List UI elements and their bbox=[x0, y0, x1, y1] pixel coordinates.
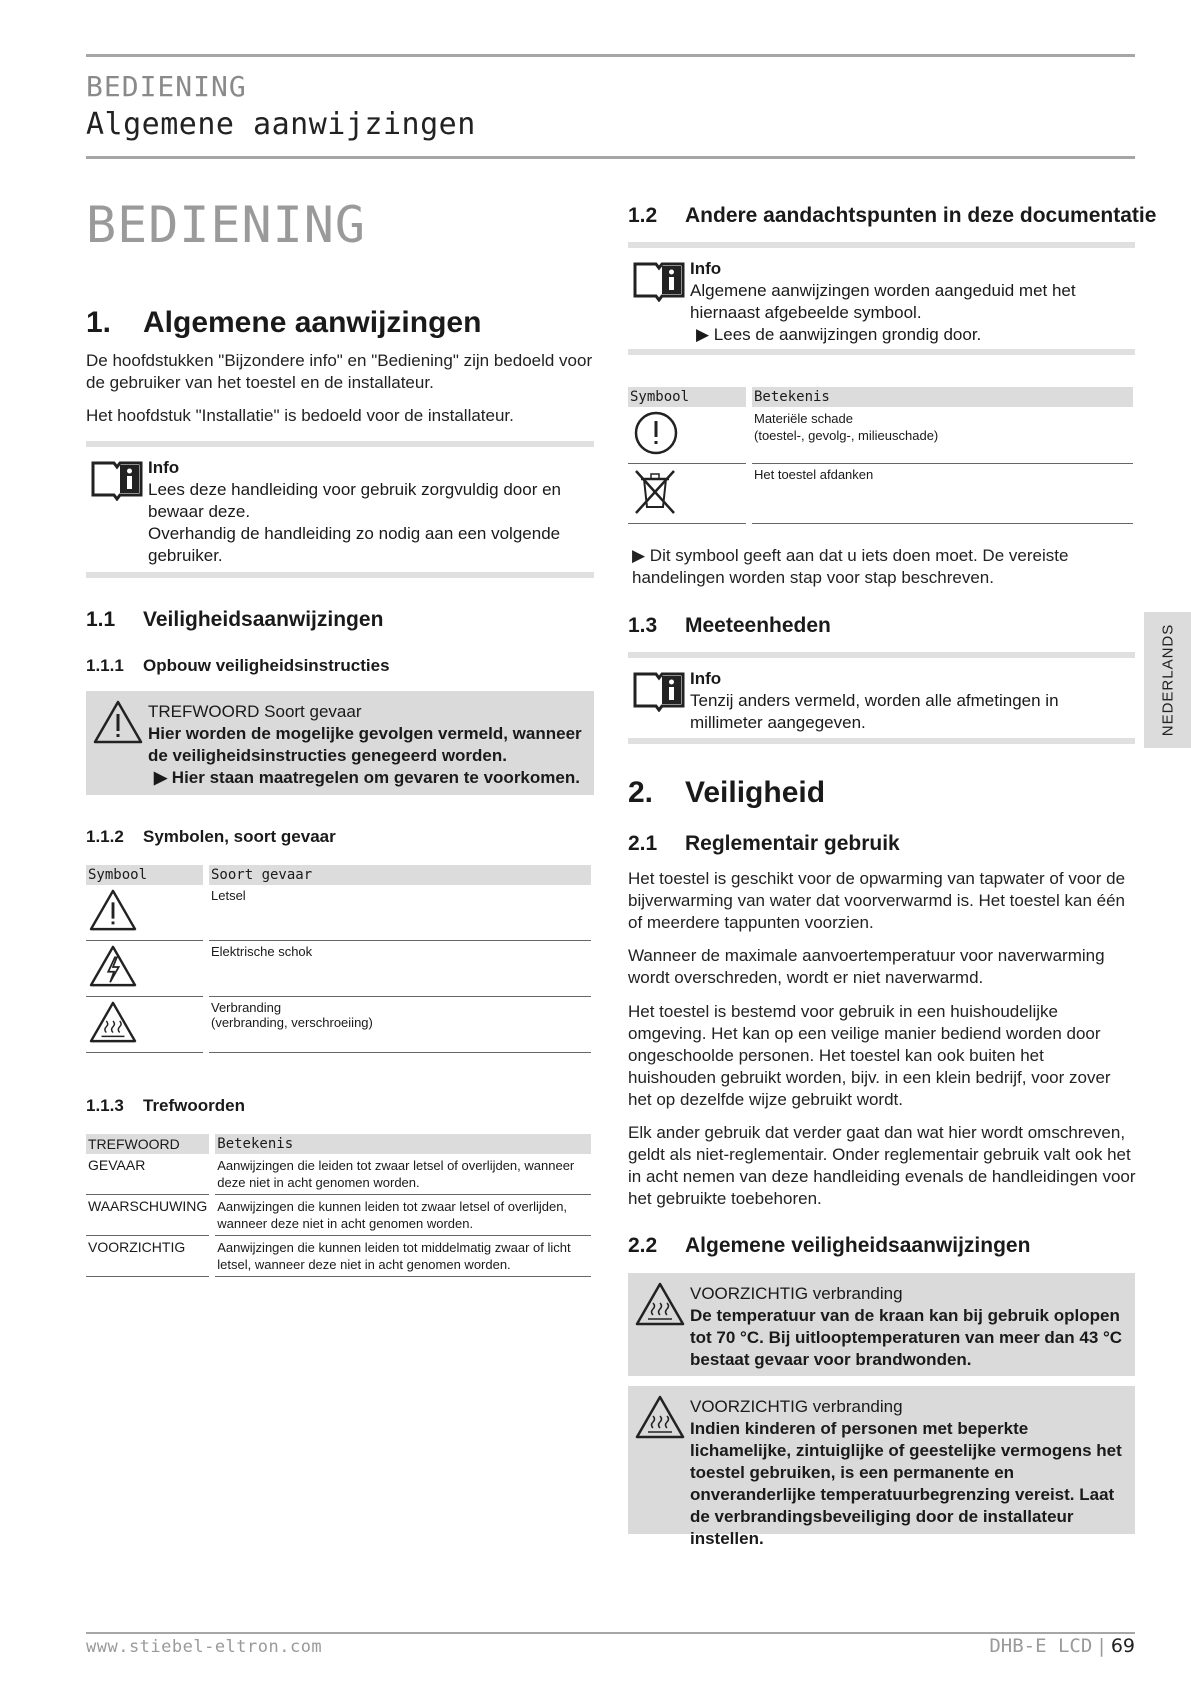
info-text-line: Lees deze handleiding voor gebruik zorgvuldig door en bewaar deze. bbox=[148, 480, 562, 521]
footer-url[interactable]: www.stiebel-eltron.com bbox=[86, 1637, 323, 1657]
footer-page-info bbox=[989, 1635, 1135, 1657]
info-label: Info bbox=[690, 259, 722, 278]
signal-meaning: Aanwijzingen die kunnen leiden tot zwaar letsel of overlijden, wanneer deze niet in acht genomen worden. bbox=[215, 1195, 591, 1236]
section-number: 1.1.3 bbox=[86, 1096, 124, 1115]
footer-model: DHB-E LCD bbox=[989, 1635, 1093, 1657]
intro-paragraph-2: Het hoofdstuk "Installatie" is bedoeld voor de installateur. bbox=[86, 406, 514, 425]
section-number: 1.1.2 bbox=[86, 827, 124, 846]
section-title: Opbouw veiligheidsinstructies bbox=[143, 656, 390, 675]
column-header: Soort gevaar bbox=[209, 865, 591, 885]
section-number: 2.2 bbox=[628, 1234, 658, 1257]
crossed-bin-icon bbox=[630, 467, 680, 517]
header-title: Algemene aanwijzingen bbox=[86, 107, 476, 142]
top-rule bbox=[86, 54, 1135, 57]
table-row bbox=[628, 407, 1133, 463]
symbol-cell bbox=[86, 996, 203, 1052]
column-header: TREFWOORD bbox=[86, 1134, 209, 1154]
section-title: Andere aandachtspunten in deze documentatie bbox=[685, 204, 1157, 227]
section-1-1-1-heading bbox=[86, 656, 390, 676]
burn-warning-1 bbox=[628, 1273, 1135, 1376]
info-box-symbol bbox=[628, 242, 1135, 355]
exclamation-circle-icon bbox=[630, 410, 680, 456]
symbol-cell bbox=[628, 463, 746, 523]
table-header-row bbox=[86, 1134, 591, 1154]
section-number: 1.3 bbox=[628, 614, 658, 637]
footer-separator: | bbox=[1098, 1635, 1105, 1657]
signal-words-table bbox=[86, 1134, 591, 1277]
info-book-icon bbox=[90, 457, 144, 501]
intro-paragraph-1: De hoofdstukken "Bijzondere info" en "Bediening" zijn bedoeld voor de gebruiker van het toestel en de installateur. bbox=[86, 351, 593, 392]
warning-action: ▶ Hier staan maatregelen om gevaren te voorkomen. bbox=[154, 768, 580, 787]
section-title: Veiligheidsaanwijzingen bbox=[143, 608, 384, 631]
signal-meaning: Aanwijzingen die kunnen leiden tot middelmatig zwaar of licht letsel, wanneer deze niet in acht genomen worden. bbox=[215, 1236, 591, 1277]
section-2-2-heading bbox=[628, 1234, 1030, 1258]
warning-title: TREFWOORD Soort gevaar bbox=[148, 702, 362, 721]
column-header: Symbool bbox=[86, 865, 203, 885]
table-row bbox=[628, 463, 1133, 523]
info-book-icon bbox=[632, 258, 686, 302]
section-1-1-3-heading bbox=[86, 1096, 245, 1116]
table-row bbox=[86, 1154, 591, 1195]
section-title: Algemene aanwijzingen bbox=[143, 306, 482, 339]
section-number: 2. bbox=[628, 776, 654, 809]
table-row bbox=[86, 1195, 591, 1236]
signal-word: WAARSCHUWING bbox=[86, 1195, 209, 1236]
page-big-title: BEDIENING bbox=[86, 196, 366, 254]
section-1-3-heading bbox=[628, 614, 831, 638]
symbol-meaning: Het toestel afdanken bbox=[752, 463, 1133, 523]
section-1-1-heading bbox=[86, 608, 383, 632]
hazard-text: Verbranding (verbranding, verschroeiing) bbox=[209, 996, 591, 1052]
language-tab[interactable] bbox=[1144, 612, 1191, 748]
section-number: 2.1 bbox=[628, 832, 658, 855]
burn-warning-2 bbox=[628, 1386, 1135, 1548]
column-header: Betekenis bbox=[215, 1134, 591, 1154]
warning-title: VOORZICHTIG verbranding bbox=[690, 1397, 903, 1416]
hot-surface-icon bbox=[634, 1281, 686, 1327]
symbol-cell bbox=[86, 940, 203, 996]
section-number: 1.1 bbox=[86, 608, 116, 631]
hot-surface-icon bbox=[88, 1000, 138, 1044]
section-number: 1.2 bbox=[628, 204, 658, 227]
section-2-heading bbox=[628, 776, 825, 810]
section-2-1-heading bbox=[628, 832, 900, 856]
table-header-row bbox=[628, 387, 1133, 407]
section-title: Veiligheid bbox=[685, 776, 826, 809]
language-tab-label: NEDERLANDS bbox=[1159, 623, 1176, 737]
section-title: Algemene veiligheidsaanwijzingen bbox=[685, 1234, 1031, 1257]
table-row bbox=[86, 1236, 591, 1277]
table-row bbox=[86, 885, 591, 940]
section-1-heading bbox=[86, 306, 481, 340]
symbol-meaning: Materiële schade (toestel-, gevolg-, milieuschade) bbox=[752, 407, 1133, 463]
section-number: 1. bbox=[86, 306, 112, 339]
hazard-text: Letsel bbox=[209, 885, 591, 940]
signal-word: GEVAAR bbox=[86, 1154, 209, 1195]
section-1-1-2-heading bbox=[86, 827, 336, 847]
section-1-2-heading bbox=[628, 204, 1156, 228]
safety-instruction-example bbox=[86, 691, 594, 795]
hot-surface-icon bbox=[634, 1394, 686, 1440]
column-header: Symbool bbox=[628, 387, 746, 407]
section-title: Meeteenheden bbox=[685, 614, 831, 637]
signal-word: VOORZICHTIG bbox=[86, 1236, 209, 1277]
info-text-line: Algemene aanwijzingen worden aangeduid met het hiernaast afgebeelde symbool. bbox=[690, 281, 1076, 322]
symbol-meaning-table bbox=[628, 387, 1133, 524]
warning-text: Indien kinderen of personen met beperkte lichamelijke, zintuiglijke of geestelijke vermogens het toestel gebruiken, is een permanente en onveranderlijke temperatuurbegrenzing vereist. Laat de verbrandingsbeveiliging door de installateur instellen. bbox=[690, 1419, 1122, 1548]
usage-paragraph-2: Wanneer de maximale aanvoertemperatuur voor naverwarming wordt overschreden, wordt er niet naverwarmd. bbox=[628, 946, 1105, 987]
signal-meaning: Aanwijzingen die leiden tot zwaar letsel of overlijden, wanneer deze niet in acht genomen worden. bbox=[215, 1154, 591, 1195]
info-box-units bbox=[628, 652, 1135, 744]
section-title: Symbolen, soort gevaar bbox=[143, 827, 336, 846]
page-number: 69 bbox=[1110, 1635, 1135, 1657]
info-action: ▶ Lees de aanwijzingen grondig door. bbox=[696, 325, 982, 344]
section-title: Trefwoorden bbox=[143, 1096, 246, 1115]
column-header: Betekenis bbox=[752, 387, 1133, 407]
footer-rule bbox=[86, 1632, 1135, 1634]
usage-paragraph-1: Het toestel is geschikt voor de opwarming van tapwater of voor de bijverwarming van water dat voorverwarmd is. Het toestel kan één of meerdere tappunten voorzien. bbox=[628, 869, 1126, 932]
warning-title: VOORZICHTIG verbranding bbox=[690, 1284, 903, 1303]
info-label: Info bbox=[690, 669, 722, 688]
table-row bbox=[86, 996, 591, 1052]
header-section: BEDIENING bbox=[86, 70, 247, 103]
warning-triangle-icon bbox=[88, 888, 138, 932]
hazard-text: Elektrische schok bbox=[209, 940, 591, 996]
header-rule bbox=[86, 156, 1135, 159]
section-number: 1.1.1 bbox=[86, 656, 124, 675]
action-note: ▶ Dit symbool geeft aan dat u iets doen moet. De vereiste handelingen worden stap voor stap beschreven. bbox=[632, 546, 1069, 587]
warning-triangle-icon bbox=[92, 699, 144, 745]
warning-text: De temperatuur van de kraan kan bij gebruik oplopen tot 70 °C. Bij uitlooptemperaturen van meer dan 43 °C bestaat gevaar voor brandwonden. bbox=[690, 1306, 1123, 1369]
table-header-row bbox=[86, 865, 591, 885]
symbol-cell bbox=[86, 885, 203, 940]
usage-paragraph-3: Het toestel is bestemd voor gebruik in een huishoudelijke omgeving. Het kan op een veilige manier bediend worden door ongeschoolde personen. Het toestel kan ook buiten het huishouden gebruikt worden, bijv. in een klein bedrijf, voor zover het op dezelfde wijze gebruikt wordt. bbox=[628, 1002, 1111, 1109]
usage-paragraph-4: Elk ander gebruik dat verder gaat dan wat hier wordt omschreven, geldt als niet-reglementair. Onder reglementair gebruik valt ook het in acht nemen van deze handleiding evenals de handleidingen voor het gebruikte toebehoren. bbox=[628, 1123, 1136, 1208]
symbol-cell bbox=[628, 407, 746, 463]
info-text-line: Overhandig de handleiding zo nodig aan een volgende gebruiker. bbox=[148, 524, 561, 565]
section-title: Reglementair gebruik bbox=[685, 832, 900, 855]
info-label: Info bbox=[148, 458, 180, 477]
info-book-icon bbox=[632, 668, 686, 712]
table-row bbox=[86, 940, 591, 996]
info-box-manual bbox=[86, 441, 594, 578]
warning-text: Hier worden de mogelijke gevolgen vermeld, wanneer de veiligheidsinstructies genegeerd worden. bbox=[148, 724, 582, 765]
electric-shock-icon bbox=[88, 944, 138, 988]
info-text-line: Tenzij anders vermeld, worden alle afmetingen in millimeter aangegeven. bbox=[690, 691, 1059, 732]
hazard-symbols-table bbox=[86, 865, 591, 1053]
